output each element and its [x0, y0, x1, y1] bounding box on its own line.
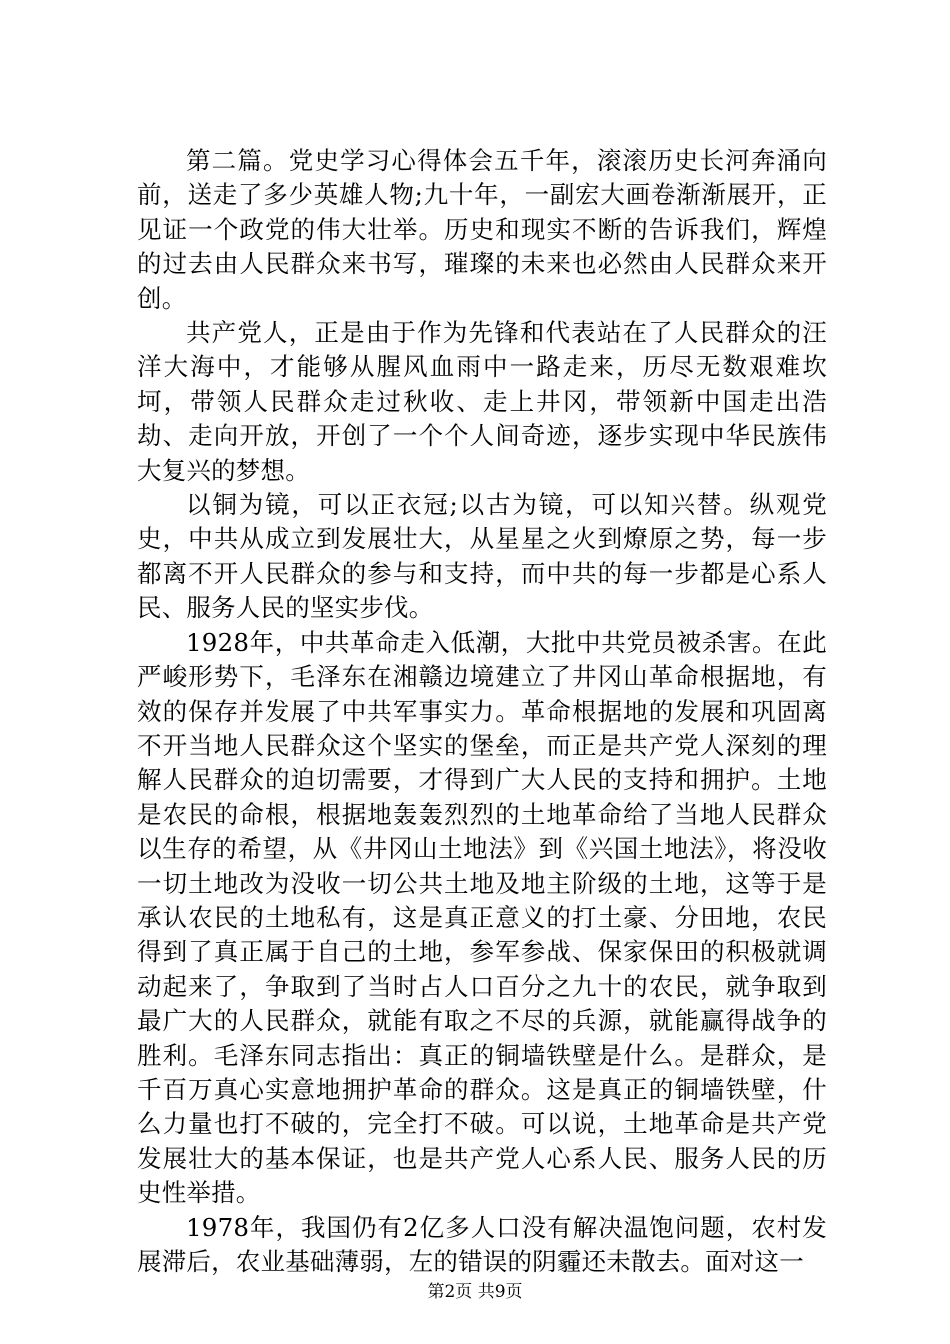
paragraph-4: 1928年，中共革命走入低潮，大批中共党员被杀害。在此严峻形势下，毛泽东在湘赣边境建立了井冈山革命根据地，有效的保存并发展了中共军事实力。革命根据地的发展和巩固离不开当地人民群众这个坚实的堡垒，而正是共产党人深刻的理解人民群众的迫切需要，才得到广大人民的支持和拥护。土地是农民的命根，根据地轰轰烈烈的土地革命给了当地人民群众以生存的希望，从《井冈山土地法》到《兴国土地法》，将没收一切土地改为没收一切公共土地及地主阶级的土地，这等于是承认农民的土地私有，这是真正意义的打土豪、分田地，农民得到了真正属于自己的土地，参军参战、保家保田的积极就调动起来了，争取到了当时占人口百分之九十的农民，就争取到最广大的人民群众，就能有取之不尽的兵源，就能赢得战争的胜利。毛泽东同志指出：真正的铜墙铁壁是什么。是群众，是千百万真心实意地拥护革命的群众。这是真正的铜墙铁壁，什么力量也打不破的，完全打不破。可以说，土地革命是共产党发展壮大的基本保证，也是共产党人心系人民、服务人民的历史性举措。 [137, 627, 827, 1208]
document-body [137, 144, 827, 1279]
paragraph-1: 第二篇。党史学习心得体会五千年，滚滚历史长河奔涌向前，送走了多少英雄人物;九十年，一副宏大画卷渐渐展开，正见证一个政党的伟大壮举。历史和现实不断的告诉我们，辉煌的过去由人民群众来书写，璀璨的未来也必然由人民群众来开创。 [137, 146, 827, 313]
page-number-footer: 第2页 共9页 [427, 1282, 523, 1302]
paragraph-5: 1978年，我国仍有2亿多人口没有解决温饱问题，农村发展滞后，农业基础薄弱，左的错误的阴霾还未散去。面对这一 [137, 1212, 827, 1276]
paragraph-3: 以铜为镜，可以正衣冠;以古为镜，可以知兴替。纵观党史，中共从成立到发展壮大，从星星之火到燎原之势，每一步都离不开人民群众的参与和支持，而中共的每一步都是心系人民、服务人民的坚实步伐。 [137, 490, 827, 623]
paragraph-2: 共产党人，正是由于作为先锋和代表站在了人民群众的汪洋大海中，才能够从腥风血雨中一路走来，历尽无数艰难坎坷，带领人民群众走过秋收、走上井冈，带领新中国走出浩劫、走向开放，开创了一个个人间奇迹，逐步实现中华民族伟大复兴的梦想。 [137, 318, 827, 485]
